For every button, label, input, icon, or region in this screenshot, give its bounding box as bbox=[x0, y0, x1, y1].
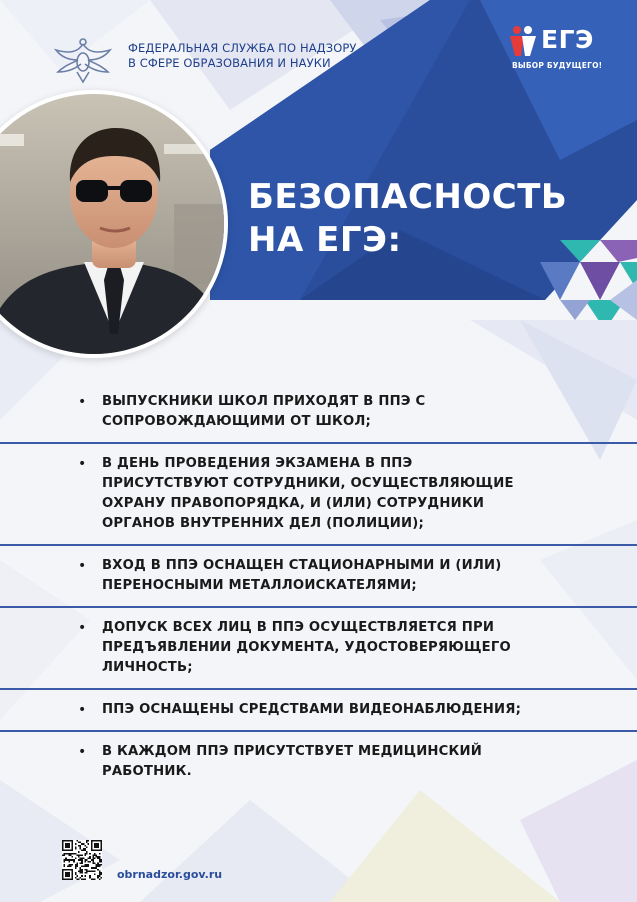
list-item-text-line: ОХРАНУ ПРАВОПОРЯДКА, И (ИЛИ) СОТРУДНИКИ bbox=[102, 496, 485, 511]
title-line-1: БЕЗОПАСНОСТЬ bbox=[248, 177, 568, 217]
qr-code-icon bbox=[62, 840, 102, 880]
site-url: obrnadzor.gov.ru bbox=[117, 868, 223, 881]
bullet-marker: • bbox=[78, 558, 87, 574]
title-line-2: НА ЕГЭ: bbox=[248, 220, 402, 260]
list-item-text-line: ППЭ ОСНАЩЕНЫ СРЕДСТВАМИ ВИДЕОНАБЛЮДЕНИЯ; bbox=[102, 702, 522, 717]
ege-tagline: ВЫБОР БУДУЩЕГО! bbox=[512, 61, 603, 70]
ege-logo bbox=[508, 24, 603, 74]
list-item-text-line: В ДЕНЬ ПРОВЕДЕНИЯ ЭКЗАМЕНА В ППЭ bbox=[102, 456, 413, 471]
security-officer-illustration bbox=[0, 94, 224, 354]
list-item bbox=[0, 444, 637, 546]
list-item-text-line: ПЕРЕНОСНЫМИ МЕТАЛЛОИСКАТЕЛЯМИ; bbox=[102, 578, 417, 593]
list-item-text-line: ВХОД В ППЭ ОСНАЩЕН СТАЦИОНАРНЫМИ И (ИЛИ) bbox=[102, 558, 502, 573]
list-item bbox=[0, 546, 637, 608]
ege-figure-icon bbox=[508, 24, 542, 58]
list-item-text-line: В КАЖДОМ ППЭ ПРИСУТСТВУЕТ МЕДИЦИНСКИЙ bbox=[102, 744, 483, 759]
list-item bbox=[0, 608, 637, 690]
list-item bbox=[0, 732, 637, 792]
agency-name-line-1: ФЕДЕРАЛЬНАЯ СЛУЖБА ПО НАДЗОРУ bbox=[128, 41, 357, 55]
list-item-text-line: РАБОТНИК. bbox=[102, 764, 192, 779]
list-item-text-line: ЛИЧНОСТЬ; bbox=[102, 660, 193, 675]
agency-name bbox=[128, 41, 388, 71]
page-title bbox=[248, 176, 567, 262]
list-item-text-line: ВЫПУСКНИКИ ШКОЛ ПРИХОДЯТ В ППЭ С bbox=[102, 394, 426, 409]
agency-name-line-2: В СФЕРЕ ОБРАЗОВАНИЯ И НАУКИ bbox=[128, 56, 331, 70]
bullet-marker: • bbox=[78, 394, 87, 410]
list-item-text-line: ОРГАНОВ ВНУТРЕННИХ ДЕЛ (ПОЛИЦИИ); bbox=[102, 516, 424, 531]
bullet-marker: • bbox=[78, 456, 87, 472]
safety-facts-list bbox=[0, 382, 637, 792]
ege-logo-text: ЕГЭ bbox=[541, 25, 594, 54]
list-item-text-line: СОПРОВОЖДАЮЩИМИ ОТ ШКОЛ; bbox=[102, 414, 372, 429]
eagle-emblem-icon bbox=[50, 36, 116, 86]
list-item bbox=[0, 690, 637, 732]
bullet-marker: • bbox=[78, 702, 87, 718]
bullet-marker: • bbox=[78, 620, 87, 636]
list-item bbox=[0, 382, 637, 444]
list-item-text-line: ПРЕДЪЯВЛЕНИИ ДОКУМЕНТА, УДОСТОВЕРЯЮЩЕГО bbox=[102, 640, 511, 655]
list-item-text-line: ПРИСУТСТВУЮТ СОТРУДНИКИ, ОСУЩЕСТВЛЯЮЩИЕ bbox=[102, 476, 514, 491]
list-item-text-line: ДОПУСК ВСЕХ ЛИЦ В ППЭ ОСУЩЕСТВЛЯЕТСЯ ПРИ bbox=[102, 620, 495, 635]
bullet-marker: • bbox=[78, 744, 87, 760]
